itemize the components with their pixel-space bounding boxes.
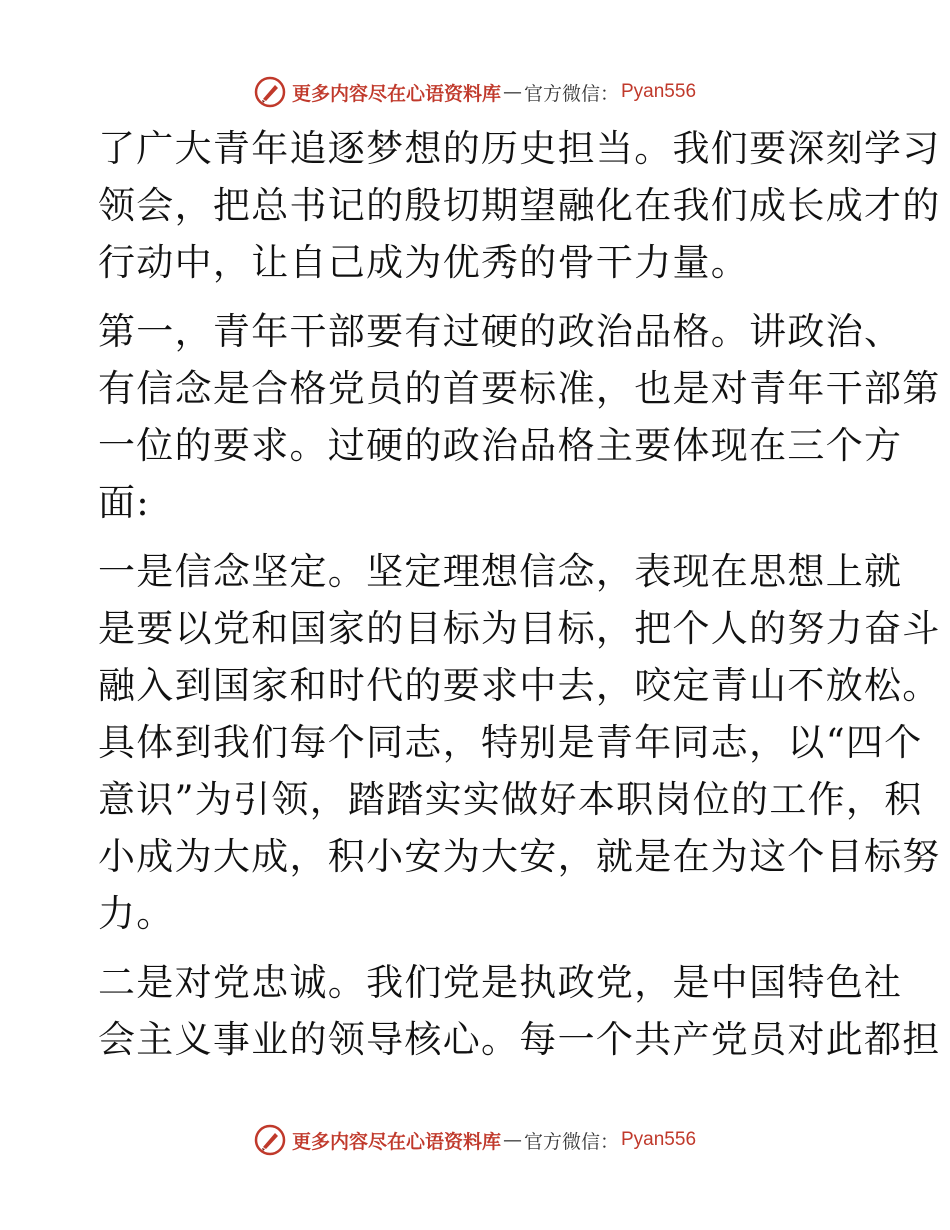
paragraph-line: 了广大青年追逐梦想的历史担当。我们要深刻学习 xyxy=(98,127,941,170)
pen-logo-icon xyxy=(254,1124,286,1156)
paragraph-line: 是要以党和国家的目标为目标，把个人的努力奋斗 xyxy=(98,607,941,650)
paragraph-line: 一是信念坚定。坚定理想信念，表现在思想上就 xyxy=(98,550,903,593)
paragraph-line: 具体到我们每个同志，特别是青年同志，以“四个 xyxy=(98,721,923,764)
paragraph-line: 意识”为引领，踏踏实实做好本职岗位的工作，积 xyxy=(98,778,923,821)
paragraph-line: 有信念是合格党员的首要标准，也是对青年干部第 xyxy=(98,367,941,410)
paragraph-4 xyxy=(98,954,941,1068)
header-banner xyxy=(0,72,950,112)
paragraph-line: 第一，青年干部要有过硬的政治品格。讲政治、 xyxy=(98,310,903,353)
paragraph-line: 领会，把总书记的殷切期望融化在我们成长成才的 xyxy=(98,184,941,227)
paragraph-line: 力。 xyxy=(98,892,175,935)
document-body xyxy=(98,120,941,1080)
paragraph-2 xyxy=(98,303,941,531)
paragraph-1 xyxy=(98,120,941,291)
footer-banner-text xyxy=(292,1127,696,1154)
footer-banner-handle: Pyan556 xyxy=(621,1129,697,1150)
paragraph-line: 行动中，让自己成为优秀的骨干力量。 xyxy=(98,241,750,284)
header-banner-handle: Pyan556 xyxy=(621,81,697,102)
header-banner-main: 更多内容尽在心语资料库 xyxy=(291,82,501,105)
header-banner-label: 官方微信： xyxy=(523,82,619,105)
footer-banner-dash: — xyxy=(502,1129,522,1151)
paragraph-3 xyxy=(98,543,941,942)
header-banner-dash: — xyxy=(502,81,522,103)
header-banner-text xyxy=(292,79,696,106)
pen-logo-icon xyxy=(254,76,286,108)
paragraph-line: 一位的要求。过硬的政治品格主要体现在三个方 xyxy=(98,424,903,467)
paragraph-line: 会主义事业的领导核心。每一个共产党员对此都担 xyxy=(98,1018,941,1061)
footer-banner-label: 官方微信： xyxy=(523,1130,619,1153)
paragraph-line: 小成为大成，积小安为大安，就是在为这个目标努 xyxy=(98,835,941,878)
paragraph-line: 面: xyxy=(98,481,151,524)
paragraph-line: 融入到国家和时代的要求中去，咬定青山不放松。 xyxy=(98,664,941,707)
footer-banner-main: 更多内容尽在心语资料库 xyxy=(291,1130,501,1153)
footer-banner xyxy=(0,1120,950,1160)
paragraph-line: 二是对党忠诚。我们党是执政党，是中国特色社 xyxy=(98,961,903,1004)
